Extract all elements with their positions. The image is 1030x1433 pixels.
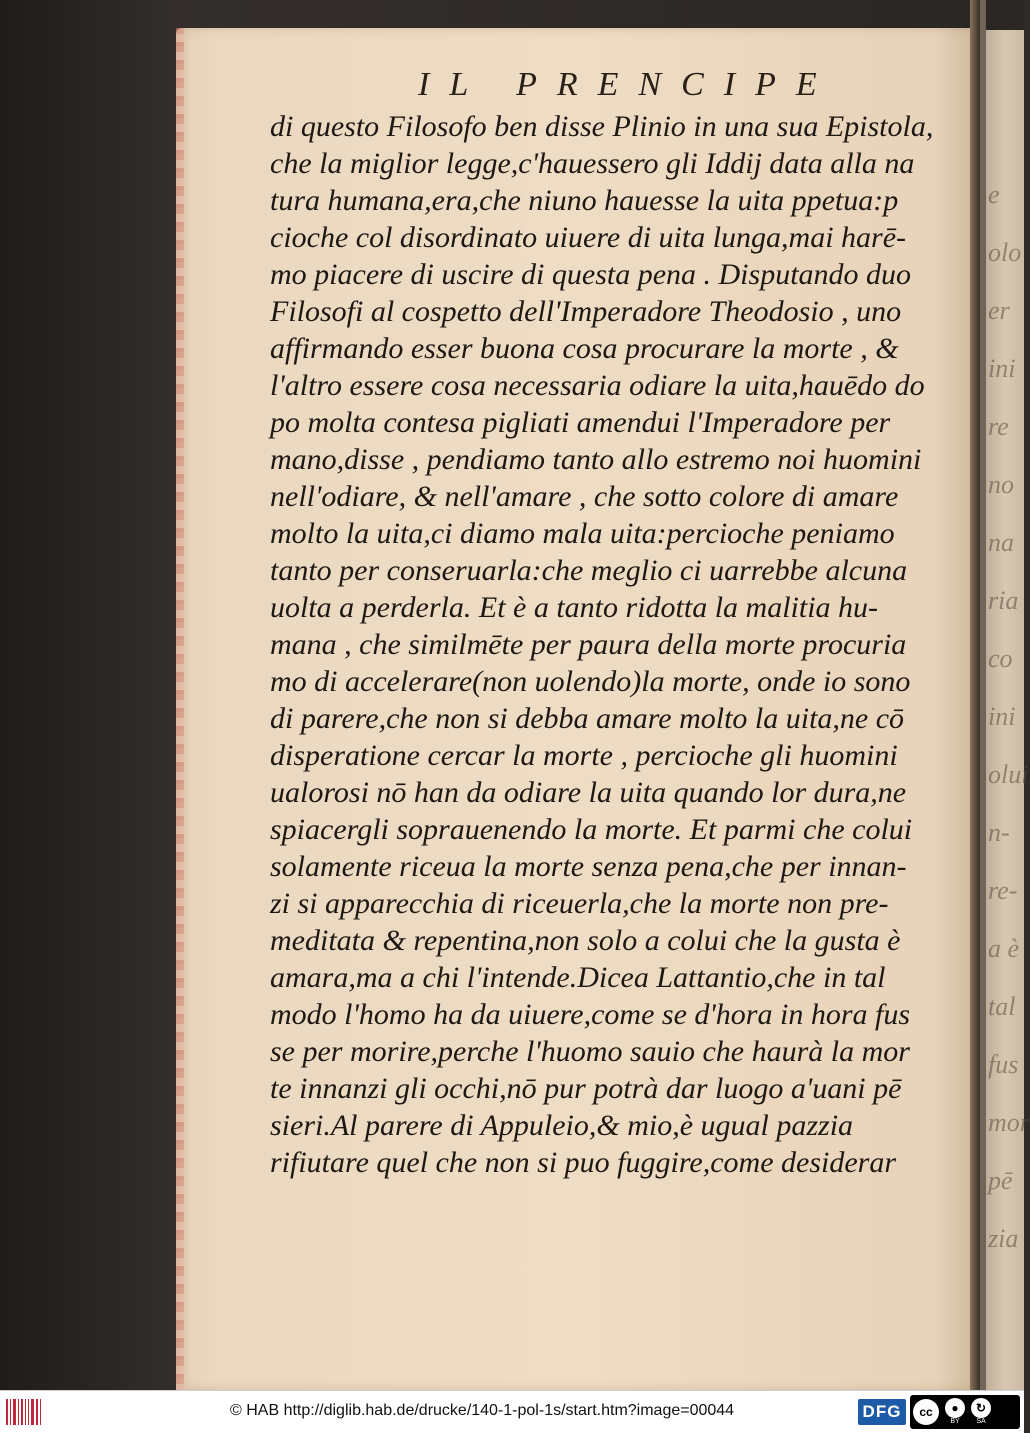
text-line: rifiutare quel che non si puo fuggire,come desiderar <box>270 1146 897 1179</box>
text-line: amara,ma a chi l'intende.Dicea Lattantio,che in tal <box>270 961 886 994</box>
text-line: tura humana,era,che niuno hauesse la uita ppetua:p <box>270 184 899 217</box>
facing-page-fragment: pē <box>988 1166 1013 1195</box>
facing-page-fragment: no <box>988 470 1014 499</box>
text-line: meditata & repentina,non solo a colui che la gusta è <box>270 924 901 957</box>
text-line: disperatione cercar la morte , percioche gli huomini <box>270 739 898 772</box>
barcode-bar <box>36 1399 38 1425</box>
running-head: IL PRENCIPE <box>418 66 837 103</box>
barcode-bar <box>10 1399 11 1425</box>
text-line: solamente riceua la morte senza pena,che per innan- <box>270 850 907 883</box>
text-line: mana , che similmēte per paura della morte procuria <box>270 628 907 661</box>
barcode-bar <box>31 1399 34 1425</box>
facing-page-fragment: mor <box>988 1108 1030 1137</box>
text-line: modo l'homo ha da uiuere,come se d'hora in hora fus <box>270 998 911 1031</box>
body-text <box>270 108 960 1181</box>
text-line: che la miglior legge,c'hauessero gli Iddij data alla na <box>270 147 915 180</box>
text-line: spiacergli soprauenendo la morte. Et parmi che colui <box>270 813 913 846</box>
text-line: po molta contesa pigliati amendui l'Imperadore per <box>270 406 891 439</box>
text-line: te innanzi gli occhi,nō pur potrà dar luogo a'uani pē <box>270 1072 902 1105</box>
text-line: di questo Filosofo ben disse Plinio in una sua Epistola, <box>270 110 934 143</box>
text-line: mo di accelerare(non uolendo)la morte, onde io sono <box>270 665 911 698</box>
credit-link[interactable]: © HAB http://diglib.hab.de/drucke/140-1-pol-1s/start.htm?image=00044 <box>230 1402 735 1419</box>
text-line: molto la uita,ci diamo mala uita:percioche peniamo <box>270 517 895 550</box>
barcode-bar <box>25 1399 26 1425</box>
text-line: zi si apparecchia di riceuerla,che la morte non pre- <box>270 887 889 920</box>
facing-page-fragment: olo <box>988 238 1022 267</box>
cc-license-badge[interactable] <box>910 1395 1020 1429</box>
by-group <box>945 1398 965 1426</box>
barcode-logo-icon <box>6 1399 46 1425</box>
facing-page-edge <box>986 30 1030 1390</box>
facing-page-fragment: ini <box>988 702 1016 731</box>
barcode-bar <box>40 1399 41 1425</box>
facing-page-fragment: na <box>988 528 1014 557</box>
facing-page-fragment: zia <box>988 1224 1019 1253</box>
facing-page-fragment: re <box>988 412 1009 441</box>
text-line: mo piacere di uscire di questa pena . Disputando duo <box>270 258 912 291</box>
facing-page-fragment: a è <box>988 934 1020 963</box>
facing-page-fragment: tal <box>988 992 1016 1021</box>
barcode-bar <box>6 1399 8 1425</box>
sa-label: SA <box>976 1418 986 1425</box>
text-line: ualorosi nō han da odiare la uita quando lor dura,ne <box>270 776 907 809</box>
attribution-icon: ● <box>945 1398 965 1418</box>
text-line: nell'odiare, & nell'amare , che sotto colore di amare <box>270 480 899 513</box>
facing-page-fragment: fus <box>988 1050 1019 1079</box>
facing-page-fragment: er <box>988 296 1010 325</box>
facing-page-fragment: ini <box>988 354 1016 383</box>
facing-page-fragment: e <box>988 180 1000 209</box>
text-line: mano,disse , pendiamo tanto allo estremo noi huomini <box>270 443 922 476</box>
barcode-bar <box>13 1399 16 1425</box>
dfg-logo[interactable]: DFG <box>858 1399 906 1425</box>
text-line: tanto per conseruarla:che meglio ci uarrebbe alcuna <box>270 554 908 587</box>
facing-page-fragment: re- <box>988 876 1018 905</box>
viewer-footer <box>0 1390 1024 1433</box>
sa-group <box>971 1398 991 1426</box>
text-line: Filosofi al cospetto dell'Imperadore Theodosio , uno <box>270 295 902 328</box>
facing-page-fragment: ria <box>988 586 1019 615</box>
page-edge-stain <box>176 28 184 1390</box>
barcode-bar <box>28 1399 29 1425</box>
facing-page-fragment: co <box>988 644 1013 673</box>
text-line: se per morire,perche l'huomo sauio che haurà la mor <box>270 1035 910 1068</box>
facing-page-fragment: n- <box>988 818 1010 847</box>
facing-page-fragment: olui <box>988 760 1029 789</box>
barcode-bar <box>18 1399 19 1425</box>
text-line: sieri.Al parere di Appuleio,& mio,è ugual pazzia <box>270 1109 854 1142</box>
text-line: affirmando esser buona cosa procurare la morte , & <box>270 332 899 365</box>
share-alike-icon: ↻ <box>971 1398 991 1418</box>
text-line: di parere,che non si debba amare molto la uita,ne cō <box>270 702 905 735</box>
by-label: BY <box>950 1418 960 1425</box>
text-line: cioche col disordinato uiuere di uita lunga,mai harē- <box>270 221 907 254</box>
text-line: uolta a perderla. Et è a tanto ridotta la malitia hu- <box>270 591 879 624</box>
cc-icon: cc <box>913 1399 939 1425</box>
barcode-bar <box>21 1399 23 1425</box>
text-line: l'altro essere cosa necessaria odiare la uita,hauēdo do <box>270 369 925 402</box>
